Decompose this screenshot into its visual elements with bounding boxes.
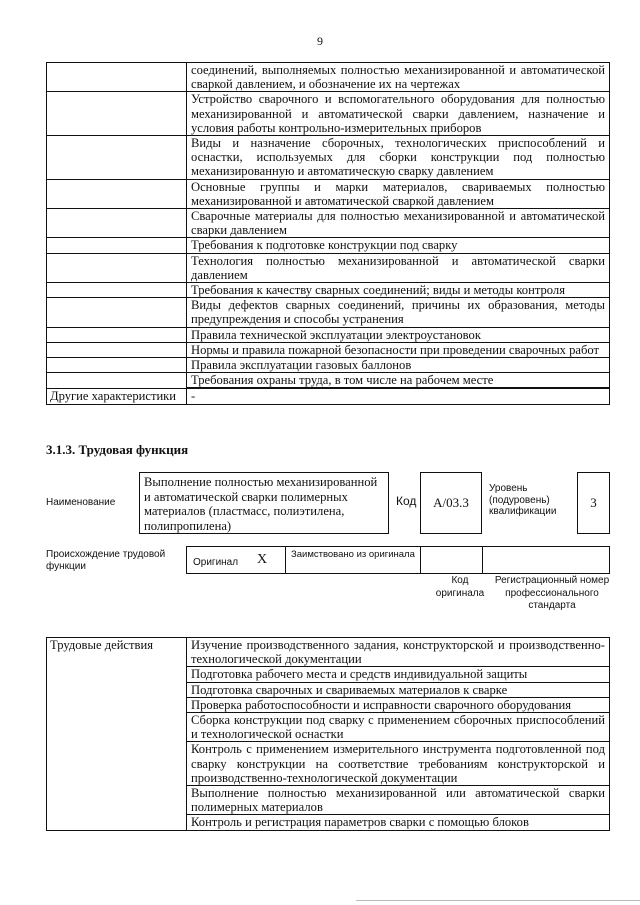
table-row: [47, 253, 610, 282]
reg-number-label: Регистрационный номер профессионального стандарта: [494, 575, 610, 611]
row-label-cell: [47, 179, 187, 208]
table-row: [47, 209, 610, 238]
code-label: Код: [396, 494, 417, 508]
origin-borrowed-cell: [285, 546, 421, 574]
knowledge-item: Технология полностью механизированной и автоматической сварки давлением: [187, 253, 610, 282]
row-label-cell: [47, 298, 187, 327]
table-row: [47, 358, 610, 373]
knowledge-item: Правила эксплуатации газовых баллонов: [187, 358, 610, 373]
table-row: [47, 63, 610, 92]
row-label-cell: [47, 327, 187, 342]
row-label-cell: [47, 342, 187, 357]
knowledge-item: Требования к подготовке конструкции под сварку: [187, 238, 610, 253]
origin-reg-cell: [482, 546, 610, 574]
row-label-cell: [47, 358, 187, 373]
original-mark: X: [257, 552, 268, 567]
borrowed-label: Заимствовано из оригинала: [291, 549, 415, 560]
page-number: 9: [317, 34, 323, 48]
labor-action-item: Подготовка рабочего места и средств индивидуальной защиты: [187, 667, 610, 682]
labor-action-item: Выполнение полностью механизированной или автоматической сварки полимерных материалов: [187, 786, 610, 815]
row-label-cell: [47, 209, 187, 238]
row-label-cell: [47, 92, 187, 136]
knowledge-item: Требования к качеству сварных соединений; виды и методы контроля: [187, 283, 610, 298]
table-row: [47, 179, 610, 208]
labor-action-item: Подготовка сварочных и свариваемых материалов к сварке: [187, 682, 610, 697]
labor-actions-table: [46, 637, 610, 831]
row-label-cell: [47, 373, 187, 389]
row-label-cell: [47, 136, 187, 180]
scan-edge: [356, 900, 640, 901]
row-label-cell: [47, 63, 187, 92]
knowledge-item: Сварочные материалы для полностью механизированной и автоматической сварки давлением: [187, 209, 610, 238]
knowledge-item: Основные группы и марки материалов, свариваемых полностью механизированной и автоматической сваркой давлением: [187, 179, 610, 208]
code-original-label: Код оригинала: [435, 575, 485, 599]
table-row: [47, 136, 610, 180]
qualification-level-label: Уровень (подуровень) квалификации: [489, 483, 557, 517]
origin-label: Происхождение трудовой функции: [46, 549, 166, 572]
labor-action-item: Изучение производственного задания, конструкторской и производственно-технологической документации: [187, 638, 610, 667]
function-code-value: А/03.3: [420, 472, 482, 534]
labor-action-item: Контроль с применением измерительного инструмента подготовленной под сварку конструкции на соответствие требованиям конструкторской и производственно-технологической документации: [187, 742, 610, 786]
knowledge-item: Устройство сварочного и вспомогательного оборудования для полностью механизированной и автоматической сварки давлением, назначение и условия работы контрольно-измерительных приборов: [187, 92, 610, 136]
knowledge-item: Нормы и правила пожарной безопасности при проведении сварочных работ: [187, 342, 610, 357]
knowledge-item: Виды дефектов сварных соединений, причины их образования, методы предупреждения и способы устранения: [187, 298, 610, 327]
table-row: [47, 342, 610, 357]
section-heading: 3.1.3. Трудовая функция: [46, 442, 189, 457]
table-row: [47, 388, 610, 404]
row-label-cell: [47, 253, 187, 282]
table-row: [47, 638, 610, 667]
name-label: Наименование: [46, 497, 116, 508]
table-row: [47, 298, 610, 327]
knowledge-item: Виды и назначение сборочных, технологических приспособлений и оснастки, используемых для сборки конструкции под полностью механизированную и автоматическую сварку давлением: [187, 136, 610, 180]
origin-original-cell: [186, 546, 286, 574]
knowledge-item: Правила технической эксплуатации электроустановок: [187, 327, 610, 342]
labor-action-item: Контроль и регистрация параметров сварки с помощью блоков: [187, 815, 610, 830]
table-row: [47, 283, 610, 298]
qualification-level-value: 3: [577, 472, 610, 534]
knowledge-table: [46, 62, 610, 405]
knowledge-item: Требования охраны труда, в том числе на рабочем месте: [187, 373, 610, 389]
other-characteristics-label: Другие характеристики: [47, 388, 187, 404]
knowledge-item: соединений, выполняемых полностью механизированной и автоматической сваркой давлением, и обозначение их на чертежах: [187, 63, 610, 92]
table-row: [47, 92, 610, 136]
table-row: [47, 238, 610, 253]
labor-actions-label: Трудовые действия: [47, 638, 187, 831]
table-row: [47, 373, 610, 389]
function-name-value: Выполнение полностью механизированной и автоматической сварки полимерных материалов (пластмасс, полиэтилена, полипропилена): [139, 472, 389, 534]
original-label: Оригинал: [193, 557, 239, 568]
origin-code-cell: [420, 546, 483, 574]
origin-row: [186, 546, 610, 574]
row-label-cell: [47, 283, 187, 298]
row-label-cell: [47, 238, 187, 253]
other-characteristics-value: -: [187, 388, 610, 404]
table-row: [47, 327, 610, 342]
labor-action-item: Сборка конструкции под сварку с применением сборочных приспособлений и технологической оснастки: [187, 713, 610, 742]
labor-action-item: Проверка работоспособности и исправности сварочного оборудования: [187, 697, 610, 712]
